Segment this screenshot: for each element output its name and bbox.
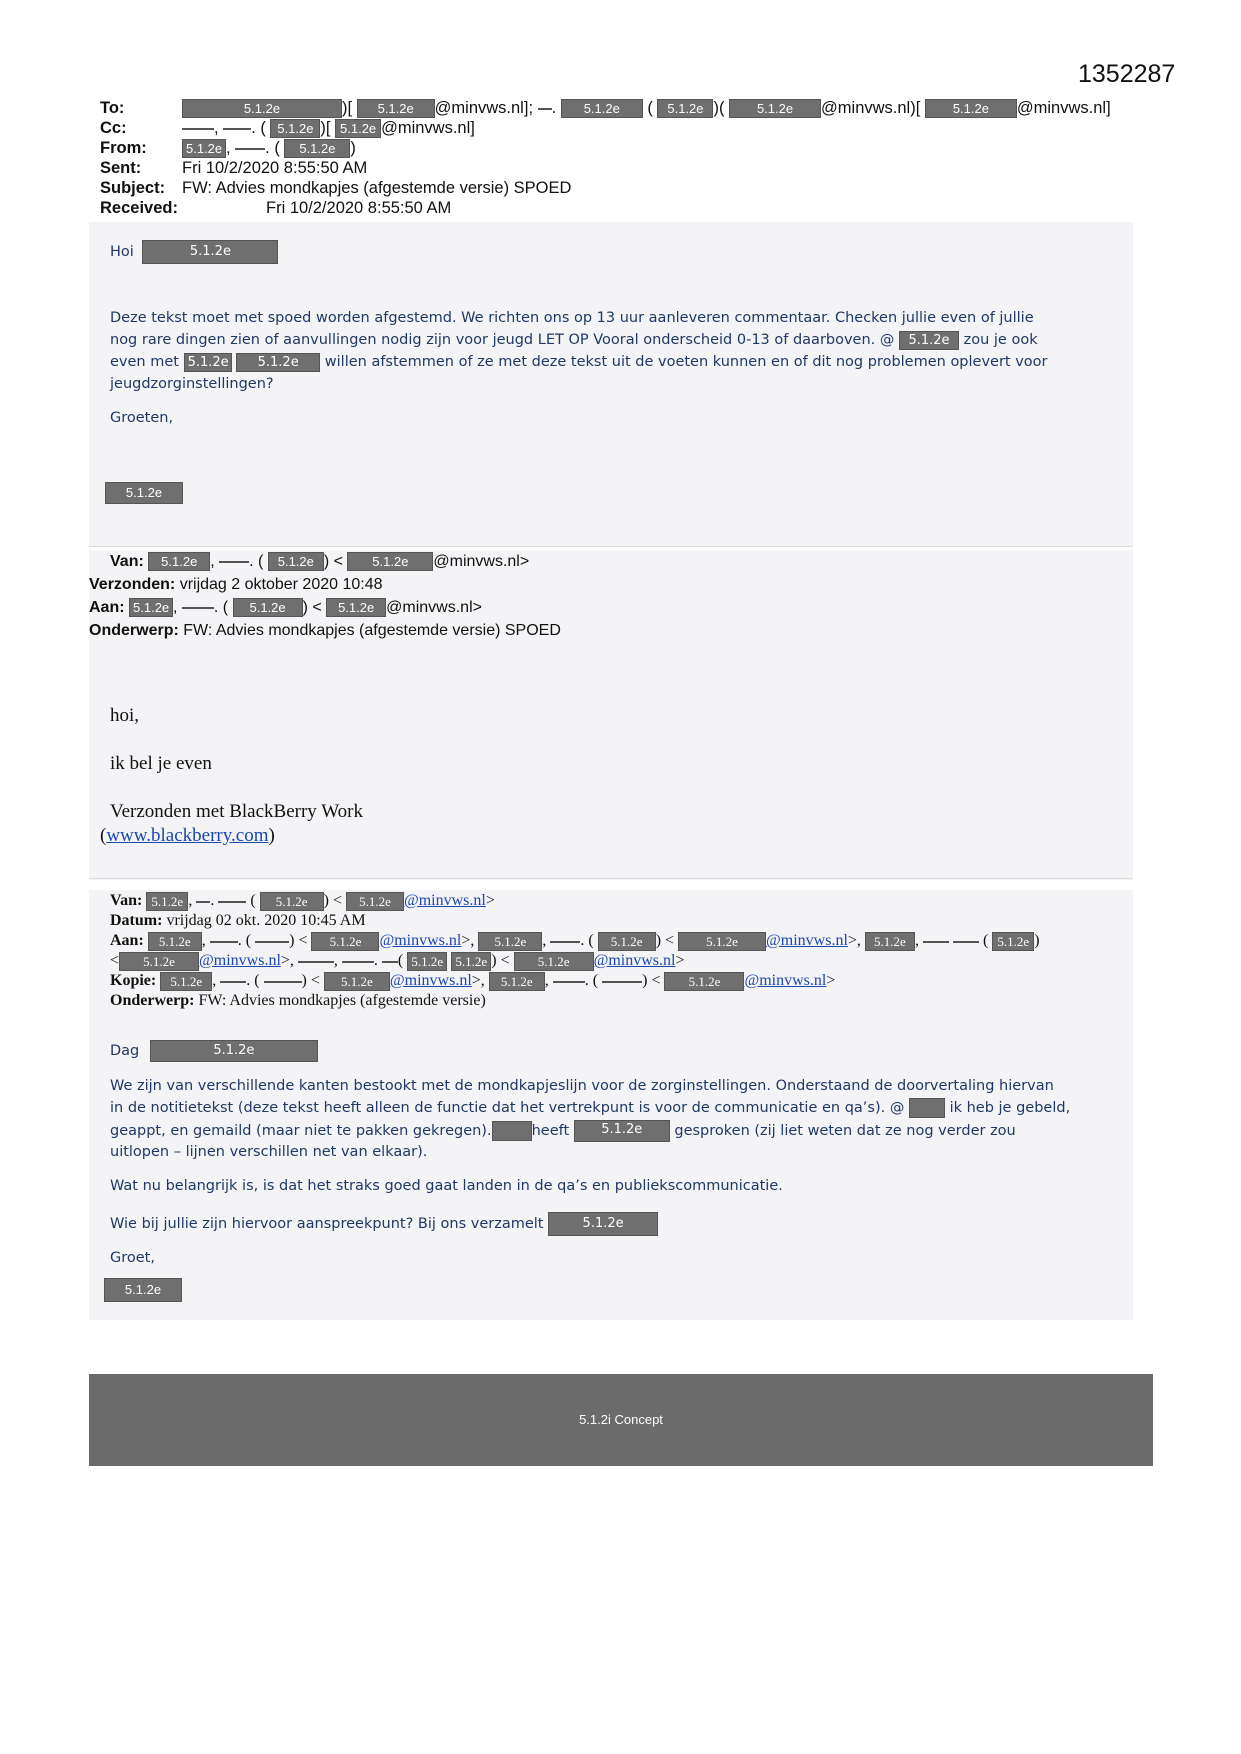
kopie-label: Kopie: [110,972,157,990]
redaction-block: 5.1.2e [148,932,202,951]
redaction-block: 5.1.2e [451,952,491,971]
message-1 [89,222,1133,547]
received-value: Fri 10/2/2020 8:55:50 AM [266,199,452,217]
redaction-block [235,148,265,150]
redaction-block: 5.1.2e [148,552,210,571]
from-label: From: [100,139,147,157]
redaction-block: 5.1.2e [992,932,1034,951]
cc-value: , . ( 5.1.2e )[ 5.1.2e @minvws.nl] [182,118,475,138]
redaction-block: 5.1.2e [899,331,959,350]
email-link[interactable]: @minvws.nl [766,932,848,950]
redaction-block: 5.1.2e [236,353,320,372]
to-label: To: [100,99,125,117]
datum-value: vrijdag 02 okt. 2020 10:45 AM [166,912,366,929]
redaction-block: 5.1.2e [346,892,404,911]
email-link[interactable]: @minvws.nl [404,892,486,910]
redaction-block: 5.1.2e [347,552,433,571]
msg3-van-row: Van: 5.1.2e , . ( 5.1.2e ) < 5.1.2e @minvws.nl> [110,892,495,910]
msg3-paragraph-2: Wat nu belangrijk is, is dat het straks goed gaat landen in de qa’s en publiekscommunicatie. [110,1178,783,1194]
email-link[interactable]: @minvws.nl [379,932,462,950]
aan-domain: @minvws.nl> [386,599,482,616]
msg1-greeting [110,240,278,264]
redaction-block [196,901,210,903]
blackberry-link[interactable]: www.blackberry.com [106,825,269,846]
redaction-block [255,941,289,943]
redaction-block: 5.1.2e [561,99,643,118]
email-link[interactable]: @minvws.nl [199,952,281,970]
msg2-aan-row: Aan: 5.1.2e , . ( 5.1.2e ) < 5.1.2e @minvws.nl> [89,599,482,616]
body-text: even met [110,354,179,370]
redaction-block: 5.1.2e [268,552,324,571]
to-domain3: @minvws.nl] [1016,99,1111,117]
redaction-block [382,961,398,963]
redaction-block [182,607,214,609]
redaction-block: 5.1.2e [657,99,713,118]
msg1-body-line-1: Deze tekst moet met spoed worden afgestemd. We richten ons op 13 uur aanleveren commentaar. Checken jullie even of jullie [110,310,1034,326]
redaction-block: 5.1.2e [478,932,542,951]
redaction-block [220,981,246,983]
msg2-van-row: Van: 5.1.2e , . ( 5.1.2e ) < 5.1.2e @minvws.nl> [110,553,530,570]
redaction-block [264,981,302,983]
msg2-signature: Verzonden met BlackBerry Work [110,801,363,822]
body-text: geappt, en gemaild (maar niet te pakken gekregen). [110,1123,492,1139]
redaction-block: 5.1.2e [270,119,320,138]
redaction-block [923,941,949,943]
redaction-block: 5.1.2e [160,972,212,991]
aan-label: Aan: [89,599,125,616]
redaction-block [550,941,580,943]
body-text: Wie bij jullie zijn hiervoor aanspreekpunt? Bij ons verzamelt [110,1216,544,1232]
msg3-closing: Groet, [110,1250,155,1266]
message-2 [89,550,1133,880]
redaction-block: 5.1.2e [119,952,199,971]
msg3-onderwerp-row [110,992,486,1010]
body-text: zou je ook [963,332,1038,348]
msg1-closing: Groeten, [110,410,174,426]
redaction-block: 5.1.2e [104,1278,182,1302]
received-label: Received: [100,199,178,217]
msg1-body-line-3 [110,352,1048,374]
sent-value: Fri 10/2/2020 8:55:50 AM [182,159,368,177]
redaction-block: 5.1.2e [233,598,303,617]
cc-label: Cc: [100,119,127,137]
redaction-block: 5.1.2e [284,139,350,158]
greeting-text: Hoi [110,244,134,260]
to-domain: @minvws.nl] [434,99,529,117]
email-link[interactable]: @minvws.nl [389,972,472,990]
redaction-block [492,1121,532,1141]
msg3-body-line-1: We zijn van verschillende kanten bestookt met de mondkapjeslijn voor de zorginstellingen. Onderstaand de doorvertaling hiervan [110,1078,1054,1094]
message-3 [89,890,1133,1320]
redaction-block [219,561,249,563]
divider [89,878,1133,879]
to-domain2: @minvws.nl [821,99,911,117]
onderwerp-value: FW: Advies mondkapjes (afgestemde versie) [198,992,486,1009]
redaction-block: 5.1.2e [489,972,545,991]
msg3-body-line-4: uitlopen – lijnen verschillen net van elkaar). [110,1144,428,1160]
redaction-block: 5.1.2e [326,598,386,617]
onderwerp-label: Onderwerp: [110,992,195,1009]
msg3-signature [104,1278,182,1302]
redaction-block: 5.1.2e [865,932,915,951]
redaction-block: 5.1.2e [335,119,381,138]
redaction-block [182,128,214,130]
msg2-verzonden-row [89,573,383,596]
msg1-body-line-4: jeugdzorginstellingen? [110,376,274,392]
email-link[interactable]: @minvws.nl [744,972,827,990]
redaction-block [553,981,585,983]
van-label: Van: [110,892,143,910]
from-value: 5.1.2e , . ( 5.1.2e ) [182,138,356,158]
aan-label: Aan: [110,932,144,950]
redaction-block [953,941,979,943]
subject-label: Subject: [100,179,166,197]
document-number: 1352287 [1078,60,1176,88]
redaction-block: 5.1.2e [184,353,232,372]
cc-domain: @minvws.nl] [381,119,475,137]
msg2-greeting: hoi, [110,705,140,726]
redaction-block: 5.1.2e [105,482,183,504]
msg3-aan-row-2: < 5.1.2e @minvws.nl>, , . ( 5.1.2e 5.1.2e ) < 5.1.2e @minvws.nl> [110,952,685,970]
redaction-block: 5.1.2e [598,932,656,951]
redaction-block: 5.1.2e [357,99,435,118]
redaction-block: 5.1.2e [150,1040,318,1062]
redaction-block [342,961,374,963]
verzonden-label: Verzonden: [89,576,176,593]
redaction-block [298,961,334,963]
body-text: willen afstemmen of ze met deze tekst uit de voeten kunnen en of dit nog problemen oplevert voor [324,354,1048,370]
onderwerp-value: FW: Advies mondkapjes (afgestemde versie) SPOED [183,622,561,639]
onderwerp-label: Onderwerp: [89,622,179,639]
msg2-body: ik bel je even [110,753,212,774]
van-label: Van: [110,553,144,570]
redaction-block: 5.1.2e [129,598,173,617]
redaction-block: 5.1.2e [146,892,188,911]
redaction-block: 5.1.2e [407,952,447,971]
divider [89,546,1133,547]
email-link[interactable]: @minvws.nl [593,952,676,970]
msg3-body-line-2 [110,1098,1070,1120]
concept-footer-bar: 5.1.2i Concept [89,1374,1153,1466]
redaction-block [223,128,251,130]
msg3-aan-row: Aan: 5.1.2e , . ( ) < 5.1.2e @minvws.nl>, 5.1.2e , . ( 5.1.2e ) < 5.1.2e @minvws.nl>, 5.1.2e , ( 5.1.2e ) [110,932,1040,950]
greeting-text: Dag [110,1043,140,1059]
to-value: 5.1.2e )[ 5.1.2e @minvws.nl]; . 5.1.2e ( 5.1.2e )( 5.1.2e @minvws.nl)[ 5.1.2e @minvws.nl] [182,98,1111,118]
body-text: nog rare dingen zien of aanvullingen nodig zijn voor jeugd LET OP Vooral onderscheid 0-13 of daarboven. @ [110,332,895,348]
redaction-block [218,901,246,903]
body-text: gesproken (zij liet weten dat ze nog verder zou [674,1123,1016,1139]
msg3-paragraph-3 [110,1212,658,1236]
msg3-greeting [110,1040,318,1063]
msg3-kopie-row: Kopie: 5.1.2e , . ( ) < 5.1.2e @minvws.nl>, 5.1.2e , . ( ) < 5.1.2e @minvws.nl> [110,972,836,990]
redaction-block: 5.1.2e [664,972,744,991]
redaction-block [909,1098,945,1118]
redaction-block [210,941,238,943]
redaction-block: 5.1.2e [260,892,324,911]
body-text: ik heb je gebeld, [949,1100,1071,1116]
msg2-sig-link-row: (www.blackberry.com) [100,825,275,846]
msg1-signature [105,482,183,504]
redaction-block: 5.1.2e [678,932,766,951]
msg3-body-line-3 [110,1120,1016,1143]
sent-label: Sent: [100,159,142,177]
body-text: in de notitietekst (deze tekst heeft alleen de functie dat het vertrekpunt is voor de communicatie en qa’s). @ [110,1100,905,1116]
redaction-block: 5.1.2e [925,99,1017,118]
redaction-block: 5.1.2e [182,139,226,158]
msg1-body-line-2 [110,330,1038,352]
redaction-block: 5.1.2e [548,1212,658,1236]
redaction-block: 5.1.2e [729,99,821,118]
redaction-block: 5.1.2e [574,1120,670,1142]
msg3-datum-row [110,912,366,930]
redaction-block: 5.1.2e [324,972,390,991]
datum-label: Datum: [110,912,163,929]
verzonden-value: vrijdag 2 oktober 2020 10:48 [179,576,383,593]
redaction-block [602,981,642,983]
van-domain: @minvws.nl> [433,553,530,570]
redaction-block [538,108,552,110]
redaction-block: 5.1.2e [142,240,278,264]
redaction-block: 5.1.2e [514,952,594,971]
msg2-onderwerp-row [89,619,561,642]
redaction-block: 5.1.2e [311,932,379,951]
redaction-block: 5.1.2e [182,99,342,118]
subject-value: FW: Advies mondkapjes (afgestemde versie) SPOED [182,179,572,197]
body-text: heeft [531,1123,570,1139]
